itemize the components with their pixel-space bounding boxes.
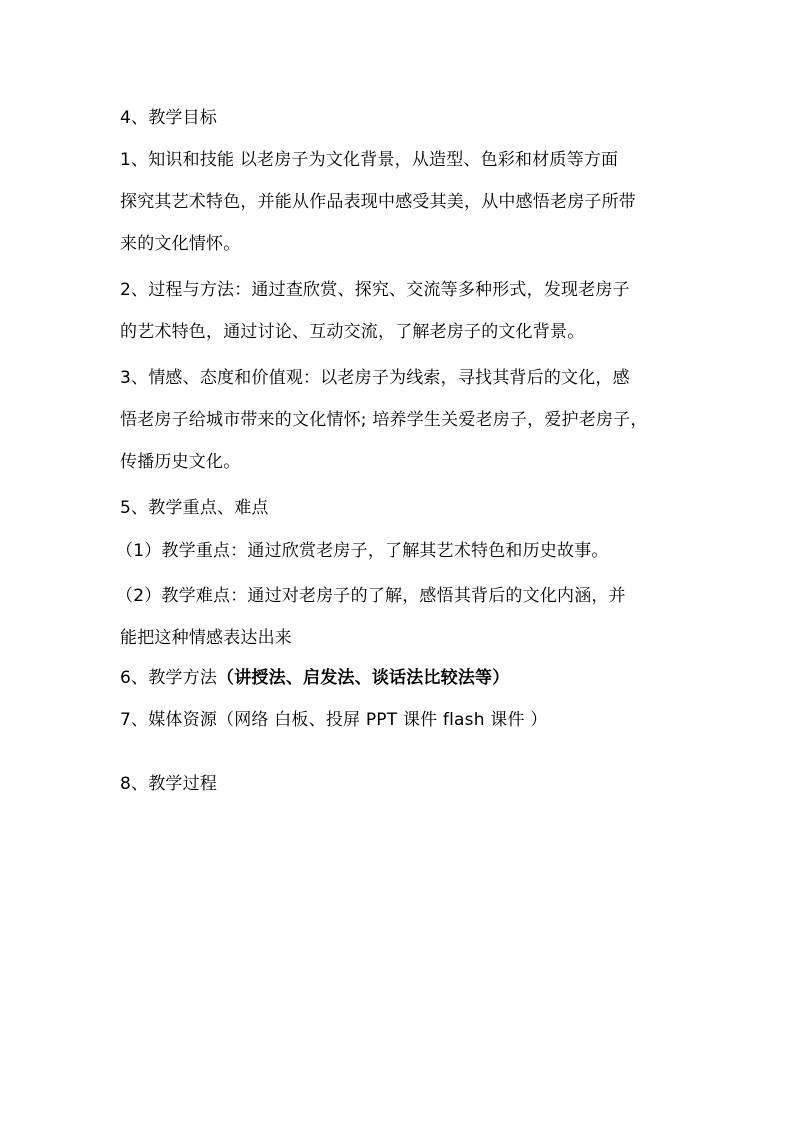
objective-1-line-2: 探究其艺术特色，并能从作品表现中感受其美，从中感悟老房子所带	[120, 192, 636, 212]
key-point-item: （1）教学重点：通过欣赏老房子，了解其艺术特色和历史故事。	[116, 541, 609, 561]
objective-2-line-2: 的艺术特色，通过讨论、互动交流，了解老房子的文化背景。	[120, 322, 585, 342]
objective-1-line-3: 来的文化情怀。	[120, 234, 241, 254]
section-6-heading	[120, 667, 690, 689]
difficulty-line-2: 能把这种情感表达出来	[120, 628, 292, 648]
section-6-methods: （讲授法、启发法、谈话法比较法等）	[217, 668, 510, 688]
section-4-heading: 4、教学目标	[120, 108, 218, 128]
objective-3-line-2: 悟老房子给城市带来的文化情怀; 培养学生关爱老房子，爱护老房子，	[120, 410, 648, 430]
section-6-prefix: 6、教学方法	[120, 668, 218, 688]
objective-1-line-1: 1、知识和技能 以老房子为文化背景，从造型、色彩和材质等方面	[120, 150, 619, 170]
objective-3-line-3: 传播历史文化。	[120, 452, 241, 472]
section-8-heading: 8、教学过程	[120, 774, 218, 794]
objective-2-line-1: 2、过程与方法：通过查欣赏、探究、交流等多种形式，发现老房子	[120, 280, 630, 300]
difficulty-line-1: （2）教学难点：通过对老房子的了解，感悟其背后的文化内涵，并	[116, 586, 626, 606]
section-7-heading: 7、媒体资源（网络 白板、投屏 PPT 课件 flash 课件 ）	[120, 710, 548, 730]
objective-3-line-1: 3、情感、态度和价值观：以老房子为线索，寻找其背后的文化，感	[120, 368, 630, 388]
section-5-heading: 5、教学重点、难点	[120, 498, 269, 518]
